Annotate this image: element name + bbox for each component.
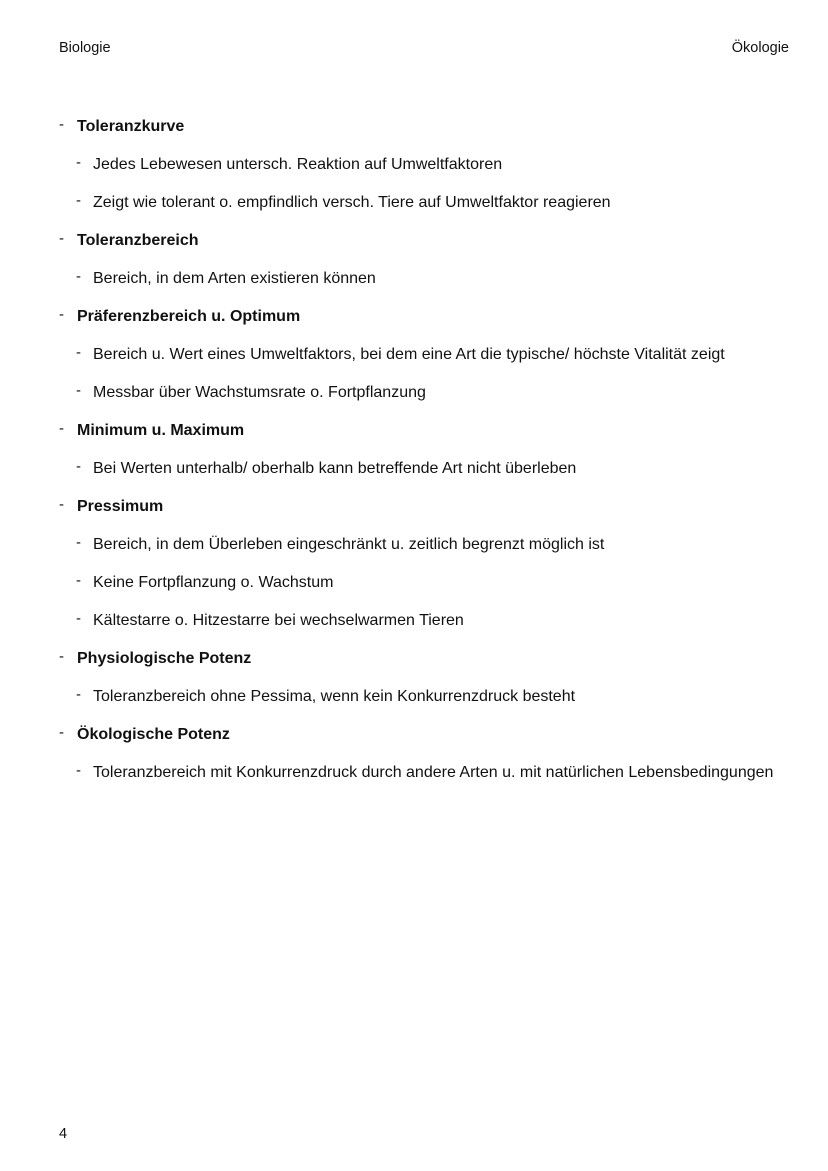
list-item-text: Kältestarre o. Hitzestarre bei wechselwarmen Tieren — [93, 612, 464, 629]
note-section — [59, 496, 789, 632]
list-item-text: Bereich u. Wert eines Umweltfaktors, bei dem eine Art die typische/ höchste Vitalität zeigt — [93, 346, 725, 363]
section-heading — [59, 116, 789, 138]
list-item — [76, 192, 789, 214]
list-item — [76, 344, 789, 366]
section-title: Toleranzkurve — [77, 118, 185, 135]
bullet-dash: - — [59, 724, 64, 741]
list-item-text: Toleranzbereich mit Konkurrenzdruck durch andere Arten u. mit natürlichen Lebensbedingungen — [93, 764, 774, 781]
bullet-dash: - — [76, 686, 81, 703]
bullet-dash: - — [59, 306, 64, 323]
bullet-dash: - — [59, 648, 64, 665]
bullet-dash: - — [59, 496, 64, 513]
section-title: Toleranzbereich — [77, 232, 199, 249]
section-heading — [59, 648, 789, 670]
list-item — [76, 382, 789, 404]
bullet-dash: - — [76, 458, 81, 475]
note-section — [59, 648, 789, 708]
note-section — [59, 230, 789, 290]
section-heading — [59, 306, 789, 328]
bullet-dash: - — [76, 268, 81, 285]
list-item-text: Keine Fortpflanzung o. Wachstum — [93, 574, 334, 591]
list-item — [76, 686, 789, 708]
bullet-dash: - — [76, 534, 81, 551]
note-section — [59, 116, 789, 214]
bullet-dash: - — [76, 762, 81, 779]
bullet-dash: - — [76, 610, 81, 627]
list-item — [76, 458, 789, 480]
notes-list — [59, 116, 789, 800]
section-heading — [59, 420, 789, 442]
section-heading — [59, 496, 789, 518]
section-title: Präferenzbereich u. Optimum — [77, 308, 301, 325]
bullet-dash: - — [59, 116, 64, 133]
section-heading — [59, 724, 789, 746]
page-number: 4 — [59, 1126, 68, 1142]
section-title: Pressimum — [77, 498, 164, 515]
note-section — [59, 420, 789, 480]
bullet-dash: - — [76, 572, 81, 589]
list-item — [76, 268, 789, 290]
bullet-dash: - — [59, 230, 64, 247]
list-item-text: Toleranzbereich ohne Pessima, wenn kein Konkurrenzdruck besteht — [93, 688, 576, 705]
section-title: Ökologische Potenz — [77, 726, 230, 743]
list-item — [76, 534, 789, 556]
page-header — [59, 40, 789, 60]
bullet-dash: - — [76, 192, 81, 209]
list-item-text: Jedes Lebewesen untersch. Reaktion auf Umweltfaktoren — [93, 156, 503, 173]
list-item-text: Messbar über Wachstumsrate o. Fortpflanzung — [93, 384, 426, 401]
bullet-dash: - — [76, 382, 81, 399]
bullet-dash: - — [59, 420, 64, 437]
list-item — [76, 762, 789, 784]
list-item-text: Zeigt wie tolerant o. empfindlich versch. Tiere auf Umweltfaktor reagieren — [93, 194, 611, 211]
list-item-text: Bereich, in dem Überleben eingeschränkt u. zeitlich begrenzt möglich ist — [93, 536, 605, 553]
section-title: Minimum u. Maximum — [77, 422, 245, 439]
section-heading — [59, 230, 789, 252]
section-title: Physiologische Potenz — [77, 650, 252, 667]
note-section — [59, 306, 789, 404]
header-subject: Biologie — [59, 40, 111, 56]
header-topic: Ökologie — [731, 40, 789, 56]
list-item — [76, 154, 789, 176]
bullet-dash: - — [76, 154, 81, 171]
list-item — [76, 572, 789, 594]
list-item — [76, 610, 789, 632]
bullet-dash: - — [76, 344, 81, 361]
list-item-text: Bei Werten unterhalb/ oberhalb kann betreffende Art nicht überleben — [93, 460, 577, 477]
note-section — [59, 724, 789, 784]
list-item-text: Bereich, in dem Arten existieren können — [93, 270, 376, 287]
